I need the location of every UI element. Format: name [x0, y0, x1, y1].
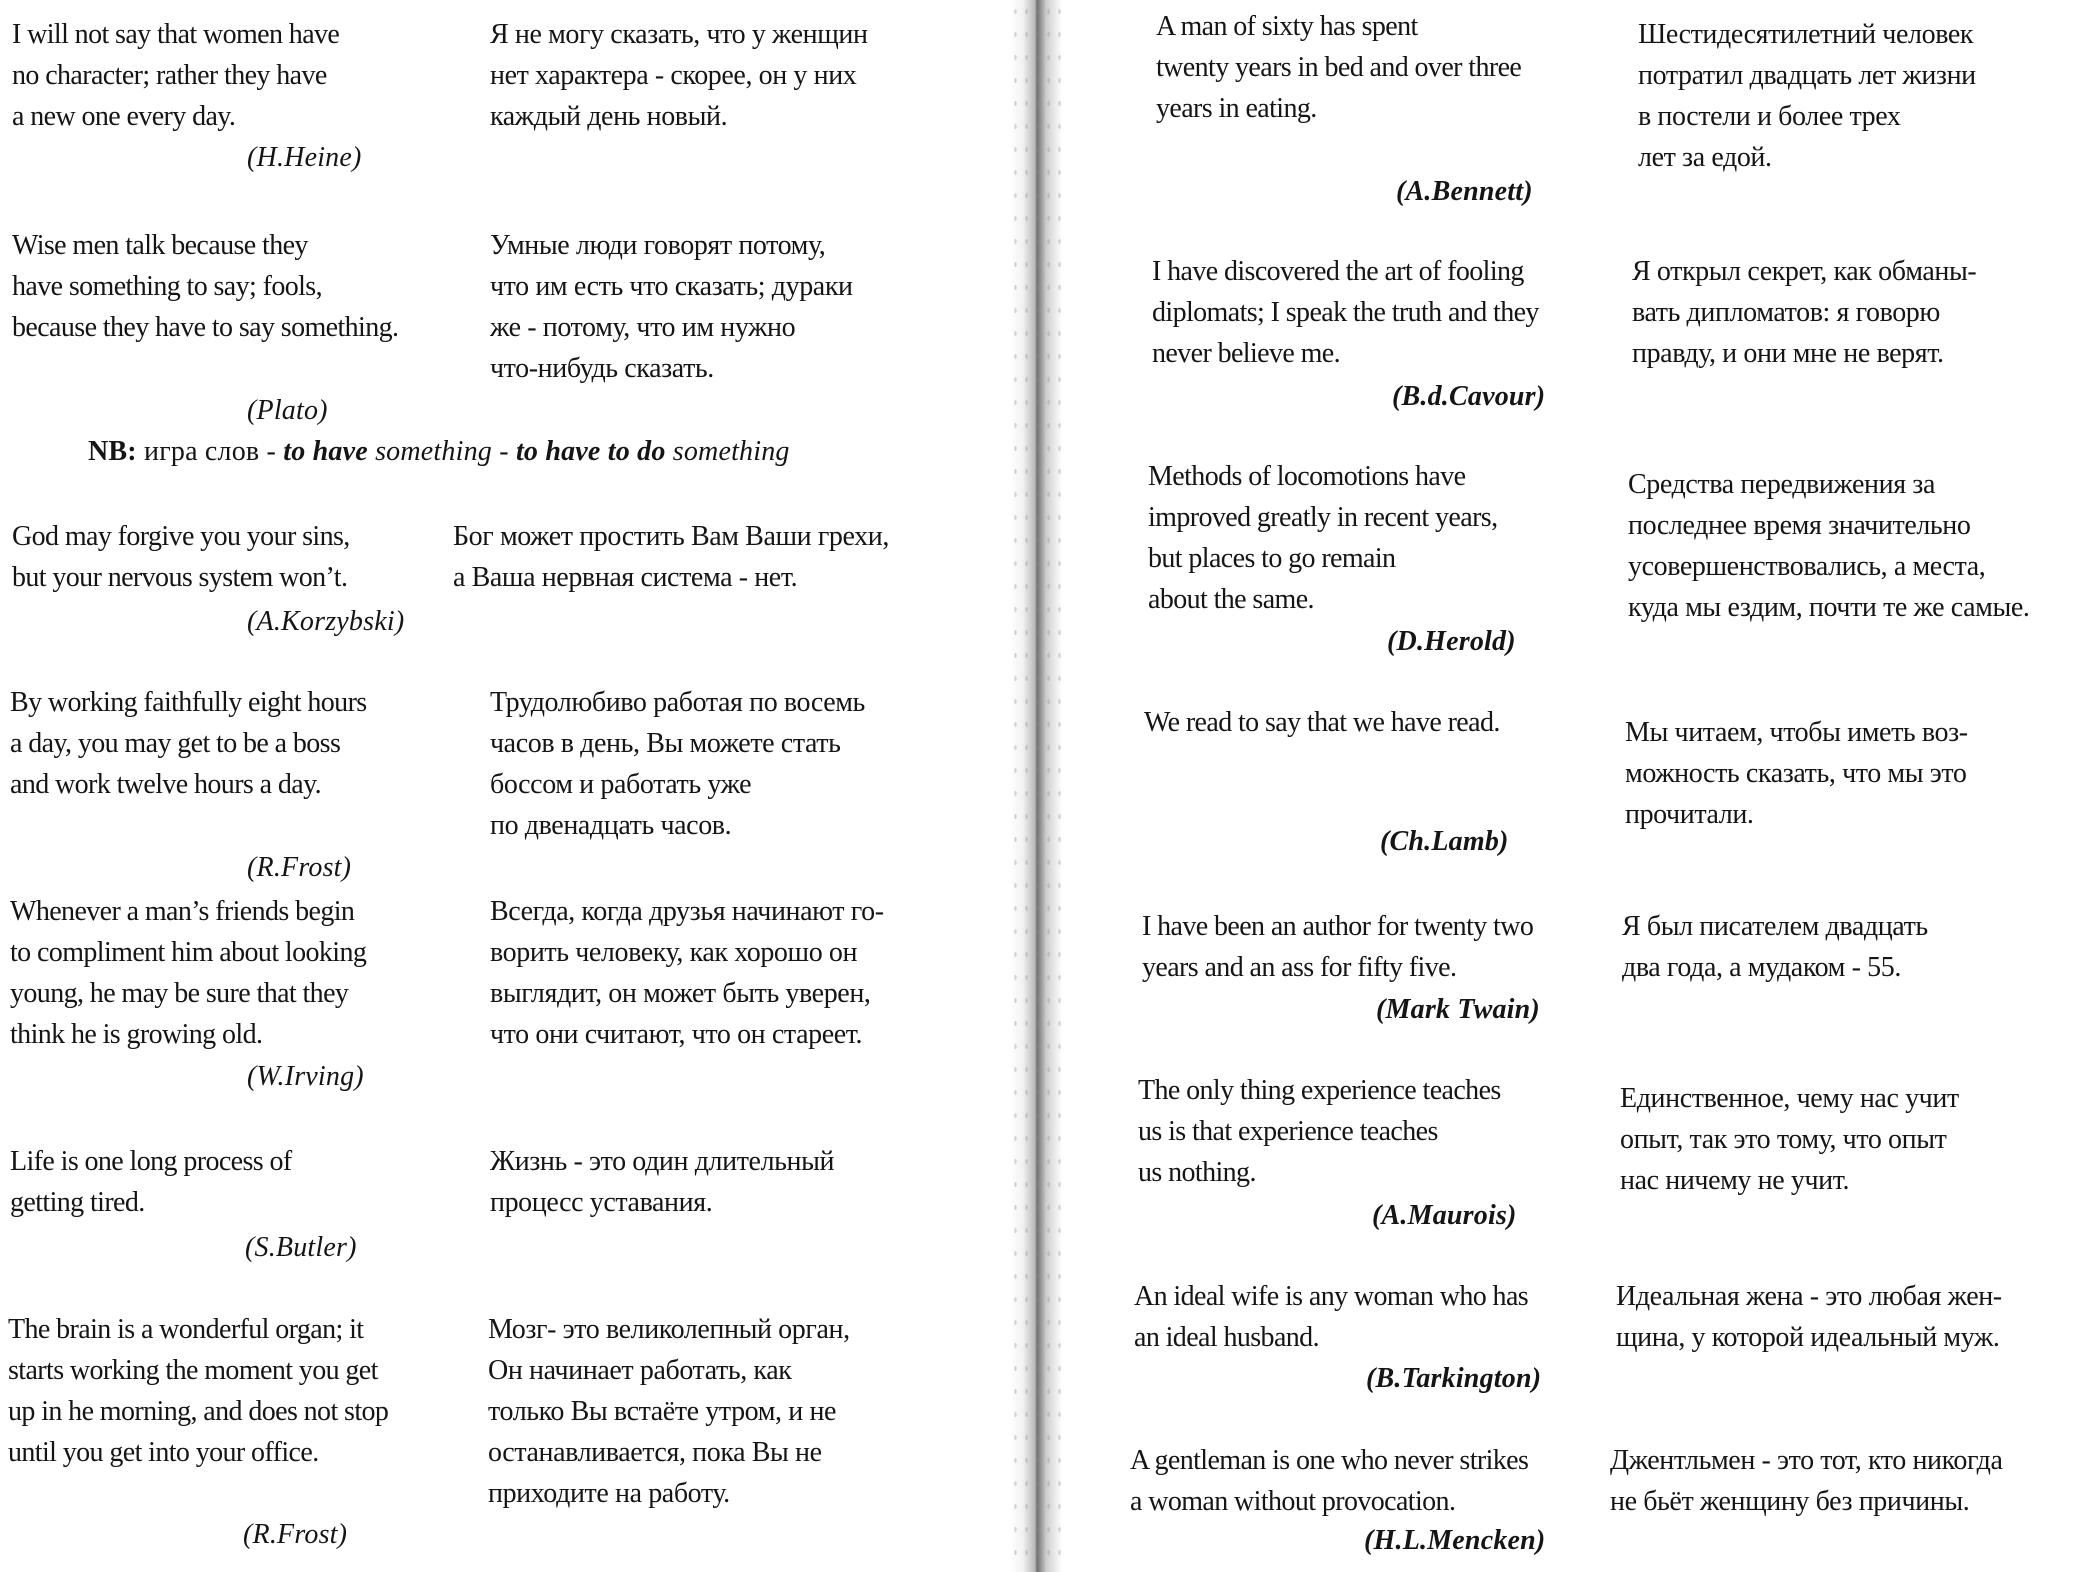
quote-russian-text: Я открыл секрет, как обманы- вать дипломатов: я говорю правду, и они мне не верят.	[1632, 256, 1977, 369]
right-page	[1060, 0, 2087, 1572]
quote-author: (A.Korzybski)	[247, 606, 405, 637]
quote-russian-text: Средства передвижения за последнее время значительно усовершенствовались, а места, куда мы ездим, почти те же самые.	[1628, 469, 2030, 623]
quote-english-text: An ideal wife is any woman who has an ideal husband.	[1134, 1281, 1529, 1353]
quote-english-text: I have been an author for twenty two years and an ass for fifty five.	[1142, 911, 1534, 983]
quote-russian-text: Джентльмен - это тот, кто никогда не бьёт женщину без причины.	[1610, 1445, 2003, 1517]
note-phrase-strong: to have	[283, 436, 368, 467]
quote-russian-text: Мы читаем, чтобы иметь воз- можность сказать, что мы это прочитали.	[1625, 717, 1968, 830]
quote-english-text: The brain is a wonderful organ; it starts working the moment you get up in he morning, and does not stop until you get into your office.	[8, 1314, 389, 1468]
quote-russian-text: Жизнь - это один длительный процесс уставания.	[490, 1146, 835, 1218]
quote-english-text: We read to say that we have read.	[1144, 707, 1500, 738]
quote-russian-text: Я не могу сказать, что у женщин нет характера - скорее, он у них каждый день новый.	[490, 19, 868, 132]
quote-author: (H.Heine)	[247, 142, 362, 173]
quote-russian-text: Мозг- это великолепный орган, Он начинает работать, как только Вы встаёте утром, и не останавливается, пока Вы не приходите на работу.	[488, 1314, 850, 1509]
note-phrase-strong: to have to do	[515, 436, 666, 467]
quote-english-text: I will not say that women have no character; rather they have a new one every day.	[12, 19, 340, 132]
quote-author: (B.d.Cavour)	[1392, 381, 1546, 412]
quote-author: (R.Frost)	[243, 1519, 348, 1550]
gutter-shadow	[1010, 0, 1062, 1572]
quote-russian-text: Я был писателем двадцать два года, а мудаком - 55.	[1622, 911, 1928, 983]
quote-english-text: By working faithfully eight hours a day, you may get to be a boss and work twelve hours a day.	[10, 687, 367, 800]
quote-english-text: Life is one long process of getting tired.	[10, 1146, 292, 1218]
quote-english-text: The only thing experience teaches us is that experience teaches us nothing.	[1138, 1075, 1501, 1188]
quote-english-text: Whenever a man’s friends begin to compliment him about looking young, he may be sure that they think he is growing old.	[10, 896, 367, 1050]
quote-english-text: Methods of locomotions have improved greatly in recent years, but places to go remain about the same.	[1148, 461, 1498, 615]
quote-russian-text: Бог может простить Вам Ваши грехи, а Ваша нервная система - нет.	[453, 521, 889, 593]
quote-author: (H.L.Mencken)	[1364, 1525, 1546, 1556]
quote-author: (S.Butler)	[245, 1232, 357, 1263]
quote-english-text: Wise men talk because they have something to say; fools, because they have to say something.	[12, 230, 399, 343]
quote-english-text: I have discovered the art of fooling diplomats; I speak the truth and they never believe me.	[1152, 256, 1539, 369]
quote-author: (Plato)	[247, 395, 328, 426]
quote-author: (W.Irving)	[247, 1061, 364, 1092]
note-phrase-rest: something	[665, 436, 790, 467]
quote-russian-text: Трудолюбиво работая по восемь часов в день, Вы можете стать боссом и работать уже по двенадцать часов.	[490, 687, 865, 841]
quote-english-text: A gentleman is one who never strikes a woman without provocation.	[1130, 1445, 1529, 1517]
quote-author: (R.Frost)	[247, 852, 352, 883]
quote-russian-text: Идеальная жена - это любая жен- щина, у которой идеальный муж.	[1616, 1281, 2002, 1353]
quote-author: (B.Tarkington)	[1366, 1363, 1542, 1394]
quote-english-text: God may forgive you your sins, but your nervous system won’t.	[12, 521, 350, 593]
quote-english-text: A man of sixty has spent twenty years in bed and over three years in eating.	[1156, 11, 1522, 124]
note-text: игра слов -	[136, 436, 284, 467]
note-phrase-rest: something	[367, 436, 492, 467]
quote-author: (Mark Twain)	[1376, 994, 1540, 1025]
left-page	[0, 0, 1010, 1572]
quote-russian-text: Единственное, чему нас учит опыт, так это тому, что опыт нас ничему не учит.	[1620, 1083, 1959, 1196]
quote-author: (A.Bennett)	[1396, 176, 1533, 207]
quote-russian-text: Умные люди говорят потому, что им есть что сказать; дураки же - потому, что им нужно что-нибудь сказать.	[490, 230, 853, 384]
note-label: NB:	[88, 436, 137, 467]
wordplay-note	[88, 434, 790, 470]
quote-russian-text: Шестидесятилетний человек потратил двадцать лет жизни в постели и более трех лет за едой.	[1638, 19, 1976, 173]
quote-author: (D.Herold)	[1387, 626, 1516, 657]
note-separator: -	[492, 436, 516, 467]
quote-author: (Ch.Lamb)	[1380, 826, 1509, 857]
quote-russian-text: Всегда, когда друзья начинают го- ворить человеку, как хорошо он выглядит, он может быть уверен, что они считают, что он стареет.	[490, 896, 884, 1050]
quote-author: (A.Maurois)	[1372, 1200, 1517, 1231]
